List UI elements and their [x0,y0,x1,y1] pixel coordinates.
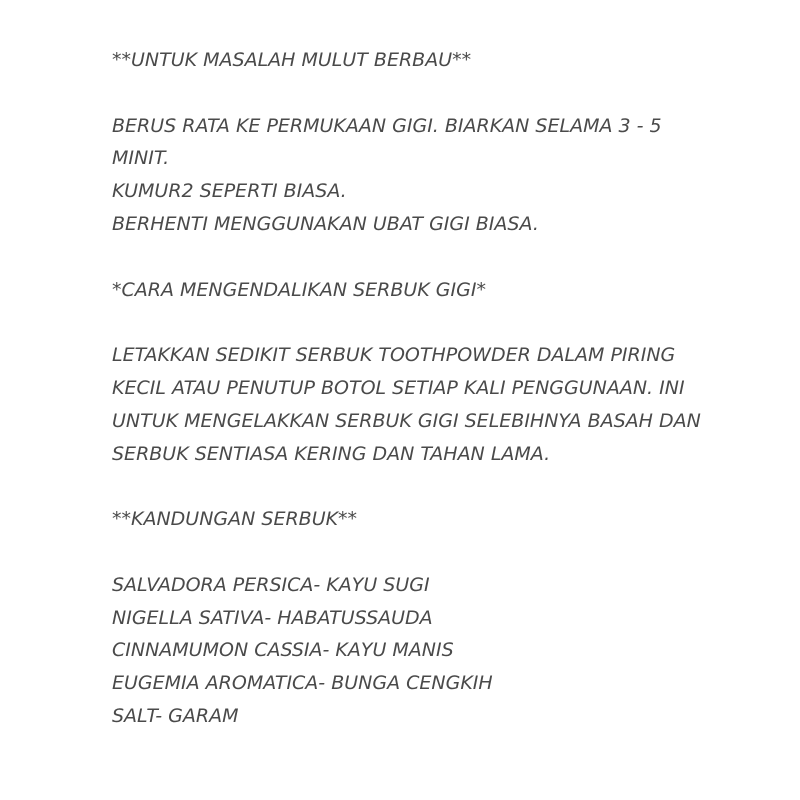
mulut-line-3: KUMUR2 SEPERTI BIASA. [112,180,347,203]
ingredient-line-5: SALT- GARAM [112,704,239,727]
cara-line-1: LETAKKAN SEDIKIT SERBUK TOOTHPOWDER DALAM PIRING [112,344,676,367]
spacer [112,241,712,274]
ingredient-line-2: NIGELLA SATIVA- HABATUSSAUDA [112,606,433,629]
spacer [112,77,712,110]
cara-line-4: SERBUK SENTIASA KERING DAN TAHAN LAMA. [112,442,551,465]
heading-mulut-berbau: **UNTUK MASALAH MULUT BERBAU** [112,49,472,71]
instruction-text-block [112,44,712,733]
mulut-line-1: BERUS RATA KE PERMUKAAN GIGI. BIARKAN SELAMA 3 - 5 [112,114,662,137]
cara-line-2: KECIL ATAU PENUTUP BOTOL SETIAP KALI PENGGUNAAN. INI [112,376,685,399]
spacer [112,536,712,569]
ingredient-line-4: EUGEMIA AROMATICA- BUNGA CENGKIH [112,672,493,695]
cara-line-3: UNTUK MENGELAKKAN SERBUK GIGI SELEBIHNYA BASAH DAN [112,409,701,432]
mulut-line-4: BERHENTI MENGGUNAKAN UBAT GIGI BIASA. [112,212,539,235]
spacer [112,306,712,339]
spacer [112,470,712,503]
heading-cara-mengendalikan: *CARA MENGENDALIKAN SERBUK GIGI* [112,278,486,301]
heading-kandungan-serbuk: **KANDUNGAN SERBUK** [112,508,358,531]
mulut-line-2: MINIT. [112,147,170,170]
ingredient-line-3: CINNAMUMON CASSIA- KAYU MANIS [112,639,454,662]
ingredient-line-1: SALVADORA PERSICA- KAYU SUGI [112,573,430,596]
